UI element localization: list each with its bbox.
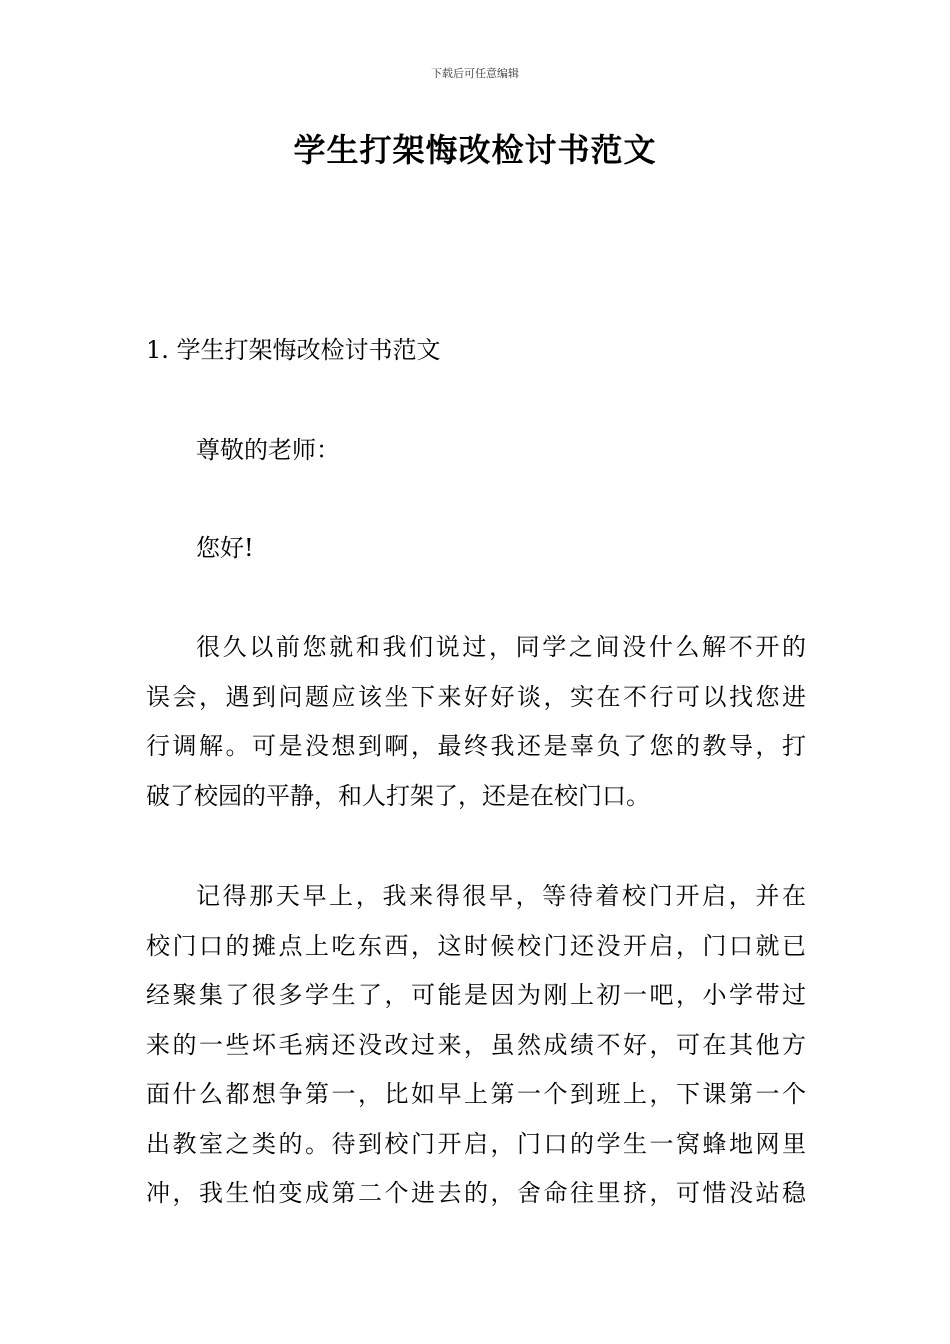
paragraph-line: 破了校园的平静，和人打架了，还是在校门口。 bbox=[146, 781, 650, 810]
paragraph-2 bbox=[146, 872, 806, 1219]
paragraph-1 bbox=[146, 623, 806, 821]
paragraph-line: 行调解。可是没想到啊，最终我还是辜负了您的教导，打 bbox=[146, 732, 806, 760]
paragraph-line: 面什么都想争第一，比如早上第一个到班上，下课第一个 bbox=[146, 1080, 806, 1108]
section-heading: 1. 学生打架悔改检讨书范文 bbox=[146, 336, 441, 364]
paragraph-line: 校门口的摊点上吃东西，这时候校门还没开启，门口就已 bbox=[146, 931, 806, 960]
document-title: 学生打架悔改检讨书范文 bbox=[293, 131, 657, 169]
greeting: 您好! bbox=[196, 534, 254, 562]
paragraph-line: 经聚集了很多学生了，可能是因为刚上初一吧，小学带过 bbox=[146, 981, 806, 1009]
paragraph-line: 误会，遇到问题应该坐下来好好谈，实在不行可以找您进 bbox=[146, 682, 806, 711]
paragraph-line: 出教室之类的。待到校门开启，门口的学生一窝蜂地网里 bbox=[146, 1129, 806, 1158]
header-note: 下载后可任意编辑 bbox=[431, 67, 519, 80]
paragraph-line: 来的一些坏毛病还没改过来，虽然成绩不好，可在其他方 bbox=[146, 1030, 806, 1059]
paragraph-line: 记得那天早上，我来得很早，等待着校门开启，并在 bbox=[196, 882, 806, 910]
paragraph-line: 很久以前您就和我们说过，同学之间没什么解不开的 bbox=[196, 633, 806, 661]
paragraph-line: 冲，我生怕变成第二个进去的，舍命往里挤，可惜没站稳 bbox=[146, 1179, 806, 1207]
salutation: 尊敬的老师： bbox=[196, 436, 340, 464]
